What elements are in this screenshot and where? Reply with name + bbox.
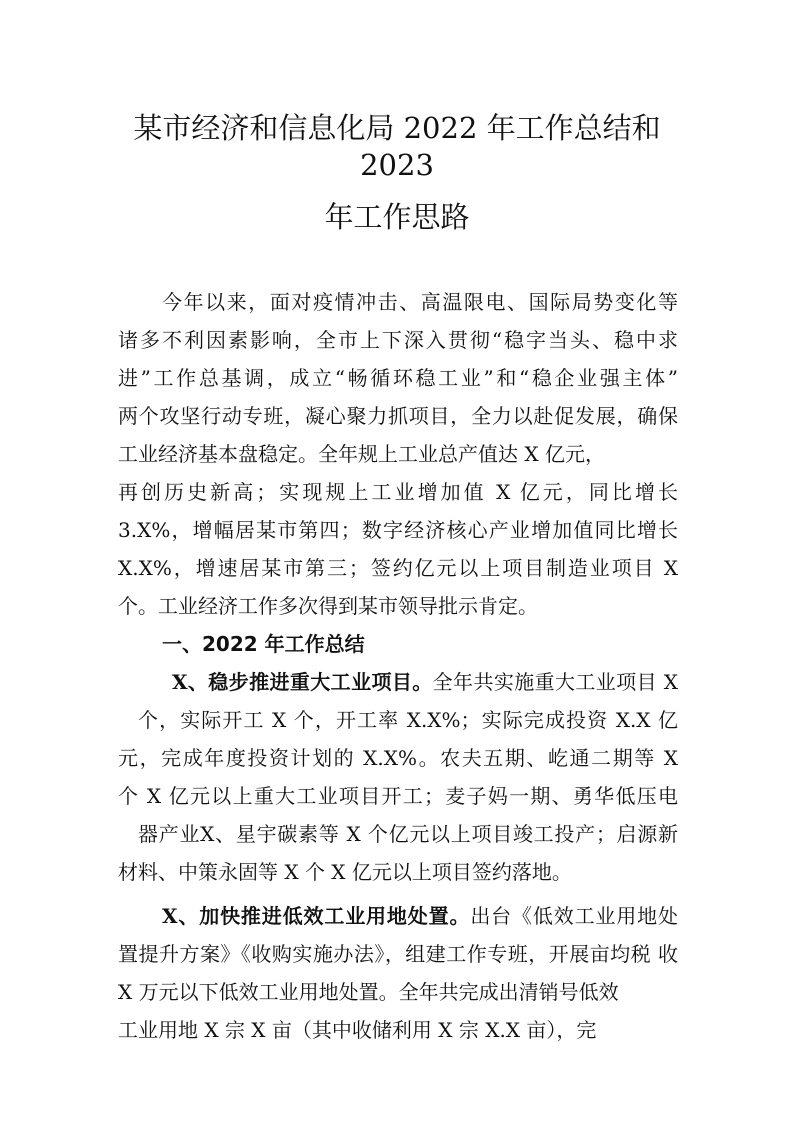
intro-line: 工业经济基本盘稳定。全年规上工业总产值达 X 亿元， [118, 442, 605, 466]
intro-line: 今年以来，面对疫情冲击、高温限电、国际局势变化等 [162, 290, 678, 314]
item-line: 材料、中策永固等 X 个 X 亿元以上项目签约落地。 [118, 860, 572, 884]
item-line [162, 902, 678, 930]
section-heading: 一、2022 年工作总结 [162, 632, 365, 656]
item-line: 个，实际开工 X 个，开工率 X.X%；实际完成投资 X.X 亿 [138, 708, 678, 732]
item-lead: X、稳步推进重大工业项目。 [172, 670, 433, 694]
document-title-line-3: 年工作思路 [324, 200, 470, 234]
intro-line: 个。工业经济工作多次得到某市领导批示肯定。 [118, 594, 538, 618]
document-title-line-1: 某市经济和信息化局 2022 年工作总结和 [133, 111, 661, 145]
intro-line: 3.X%，增幅居某市第四；数字经济核心产业增加值同比增长 [118, 518, 678, 542]
item-line [172, 668, 678, 696]
item-line: 个 X 亿元以上重大工业项目开工；麦子妈一期、勇华低压电 [118, 784, 678, 808]
intro-line: 两个攻坚行动专班，凝心聚力抓项目，全力以赴促发展，确保 [118, 404, 678, 428]
intro-line: 诸多不利因素影响，全市上下深入贯彻“稳字当头、稳中求 [118, 328, 678, 352]
intro-line: X.X%，增速居某市第三；签约亿元以上项目制造业项目 X [118, 556, 678, 580]
intro-line: 进”工作总基调，成立“畅循环稳工业”和“稳企业强主体” [118, 366, 678, 390]
item-line: 工业用地 X 宗 X 亩（其中收储利用 X 宗 X.X 亩），完 [118, 1018, 597, 1042]
item-line: X 万元以下低效工业用地处置。全年共完成出清销号低效 [118, 980, 619, 1004]
intro-line: 再创历史新高；实现规上工业增加值 X 亿元，同比增长 [118, 480, 678, 504]
item-line: 器产业X、星宇碳素等 X 个亿元以上项目竣工投产；启源新 [138, 822, 678, 846]
document-title-line-2: 2023 [360, 148, 434, 182]
item-lead: X、加快推进低效工业用地处置。 [162, 904, 471, 928]
item-text: 全年共实施重大工业项目 X [432, 670, 678, 694]
item-text: 出台《低效工业用地处 [470, 904, 678, 928]
item-line: 置提升方案》《收购实施办法》，组建工作专班，开展亩均税 收 [118, 942, 678, 966]
item-line: 元，完成年度投资计划的 X.X%。农夫五期、屹通二期等 X [118, 746, 678, 770]
